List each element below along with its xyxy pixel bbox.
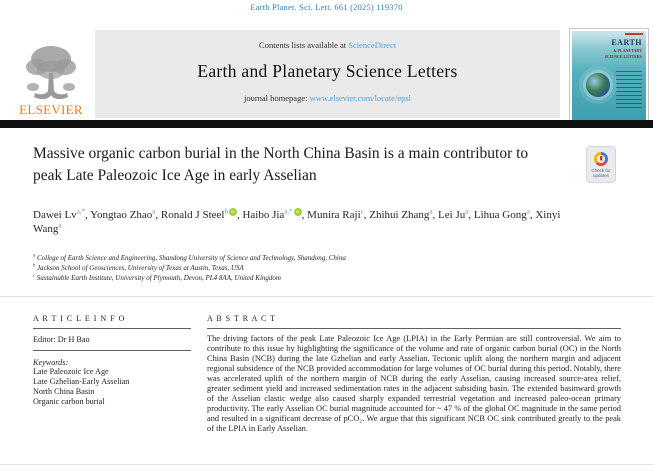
elsevier-logo (12, 31, 90, 117)
orcid-id-glyph: iD (231, 209, 235, 215)
affiliation-sup: a (33, 252, 36, 258)
affiliation-text: College of Earth Science and Engineering, Shandong University of Science and Technology, Shandong, China (37, 254, 346, 262)
author-name: Haibo Jia (242, 209, 285, 221)
author-separator: , (236, 209, 243, 221)
author-affiliation-sup: a (58, 221, 62, 230)
author-name: Ronald J Steel (160, 209, 225, 221)
author-affiliation-sup: a (152, 207, 156, 216)
author-name: Lihua Gong (473, 209, 527, 221)
author (474, 209, 535, 221)
abstract-section (207, 314, 621, 434)
header-divider-bar (0, 120, 653, 128)
author-name: Munira Raji (307, 209, 361, 221)
author (438, 209, 474, 221)
journal-cover-thumbnail[interactable] (569, 28, 649, 123)
earth-globe-icon (586, 73, 610, 97)
keywords-label: Keywords: (33, 358, 69, 367)
affiliation-text: Sustainable Earth Institute, University of Plymouth, Devon, PL4 8AA, United Kingdom (36, 273, 281, 282)
homepage-label: journal homepage: (243, 93, 308, 103)
crossmark-icon (594, 152, 608, 166)
affiliation-line (33, 274, 593, 284)
check-updates-line2: updates (592, 172, 609, 178)
author-affiliation-sup: a,* (284, 207, 293, 216)
cover-red-accent (625, 33, 643, 35)
article-info-rule-1 (33, 328, 191, 329)
author-affiliation-sup: a (429, 207, 433, 216)
keyword-item: North China Basin (33, 387, 95, 396)
keyword-item: Late Gzhelian-Early Asselian (33, 377, 130, 386)
author (307, 209, 369, 221)
author-name: Lei Ju (438, 209, 466, 221)
journal-citation: Earth Planet. Sci. Lett. 661 (2025) 119370 (250, 2, 403, 12)
article-info-section (33, 314, 191, 407)
keyword-item: Late Paleozoic Ice Age (33, 367, 109, 376)
orcid-icon[interactable] (294, 208, 302, 216)
journal-homepage-line (95, 93, 560, 103)
article-title: Massive organic carbon burial in the North China Basin is a main contributor to peak Late Paleozoic Ice Age in early Asselian (33, 145, 529, 184)
cover-title-planetary: & PLANETARY (613, 48, 642, 53)
article-info-heading: A R T I C L E I N F O (33, 314, 126, 323)
check-updates-line1: Check for (591, 167, 611, 173)
sciencedirect-link[interactable]: ScienceDirect (348, 40, 396, 50)
author-separator: , (432, 209, 439, 221)
author-separator: , (529, 209, 536, 221)
affiliation-sup: c (33, 272, 35, 278)
contents-lists-text: Contents lists available at (259, 40, 347, 50)
affiliation-line (33, 254, 593, 264)
keyword-item: Organic carbon burial (33, 397, 105, 406)
affiliation-line (33, 264, 593, 274)
elsevier-tree-icon (23, 43, 79, 103)
author (161, 209, 243, 221)
author-affiliation-sup: a (526, 207, 530, 216)
check-for-updates-badge[interactable] (586, 146, 616, 183)
author (90, 209, 161, 221)
keyword-list (33, 367, 191, 407)
author-list (33, 208, 578, 236)
homepage-link[interactable]: www.elsevier.com/locate/epsl (309, 93, 412, 103)
abstract-rule (207, 328, 621, 329)
author-affiliation-sup: b (224, 207, 228, 216)
bottom-divider (0, 464, 653, 465)
editor-line: Editor: Dr H Bao (33, 335, 90, 344)
author-name: Dawei Lv (33, 209, 77, 221)
author-affiliation-sup: a,* (76, 207, 86, 216)
author-affiliation-sup: a (465, 207, 469, 216)
article-info-rule-2 (33, 350, 191, 351)
orcid-icon[interactable] (229, 208, 237, 216)
author (33, 209, 90, 221)
author-affiliation-sup: c (360, 207, 364, 216)
journal-cover-art (572, 31, 646, 120)
journal-title: Earth and Planetary Science Letters (197, 61, 458, 81)
abstract-text: The driving factors of the peak Late Paleozoic Ice Age (LPIA) in the Early Permian are still controversial. We aim to contribute to this issue by highlighting the significance of the volume and rate of organic carbon burial (OC) in the North China Basin (NCB) during the late Gzhelian and early Asselian. Tectonic uplift along the northern margin and adjacent regional subsidence of the NCB provided accommodation for large volumes of OC burial during this period. Notably, there was accelerated uplift of the northern margin of NCB during the early Asselian, causing increased source-area relief, greater sediment yield and increased sedimentation rates in the adjacent subsiding basin. The extended basinward growth of the Asselian clastic wedge also caused sharply expanded terrestrial vegetation and increased paleo-ocean primary productivity. The early Asselian OC burial magnitude accounted for ~ 47 % of the global OC magnitude in the same period and resulted in a significant decrease of pCO₂. We argue that this significant NCB OC sink contributed greatly to the peak of the LPIA in Early Asselian. (207, 334, 621, 433)
abstract-heading: A B S T R A C T (207, 314, 277, 323)
affiliation-sup: b (33, 262, 36, 268)
author-name: Zhihui Zhang (369, 209, 430, 221)
orcid-id-glyph: iD (295, 209, 300, 215)
affiliation-text: Jackson School of Geosciences, University of Texas at Austin, Texas, USA (37, 263, 244, 272)
journal-header-box (95, 30, 560, 118)
section-divider (0, 296, 653, 297)
elsevier-logo-text: ELSEVIER (19, 102, 83, 117)
author (369, 209, 438, 221)
affiliation-list (33, 254, 593, 283)
cover-editor-lines (616, 71, 642, 111)
cover-title-science-letters: SCIENCE LETTERS (604, 54, 642, 59)
author (242, 209, 307, 221)
author-separator: , (155, 209, 161, 221)
author-separator: , (301, 209, 308, 221)
author-name: Yongtao Zhao (90, 209, 153, 221)
author-name: Xinyi Wang (33, 209, 561, 235)
author-separator: , (468, 209, 474, 221)
author-separator: , (363, 209, 370, 221)
cover-title-earth: EARTH (611, 38, 642, 47)
author-separator: , (85, 209, 91, 221)
contents-lists-line (95, 40, 560, 50)
check-updates-label (591, 168, 610, 178)
